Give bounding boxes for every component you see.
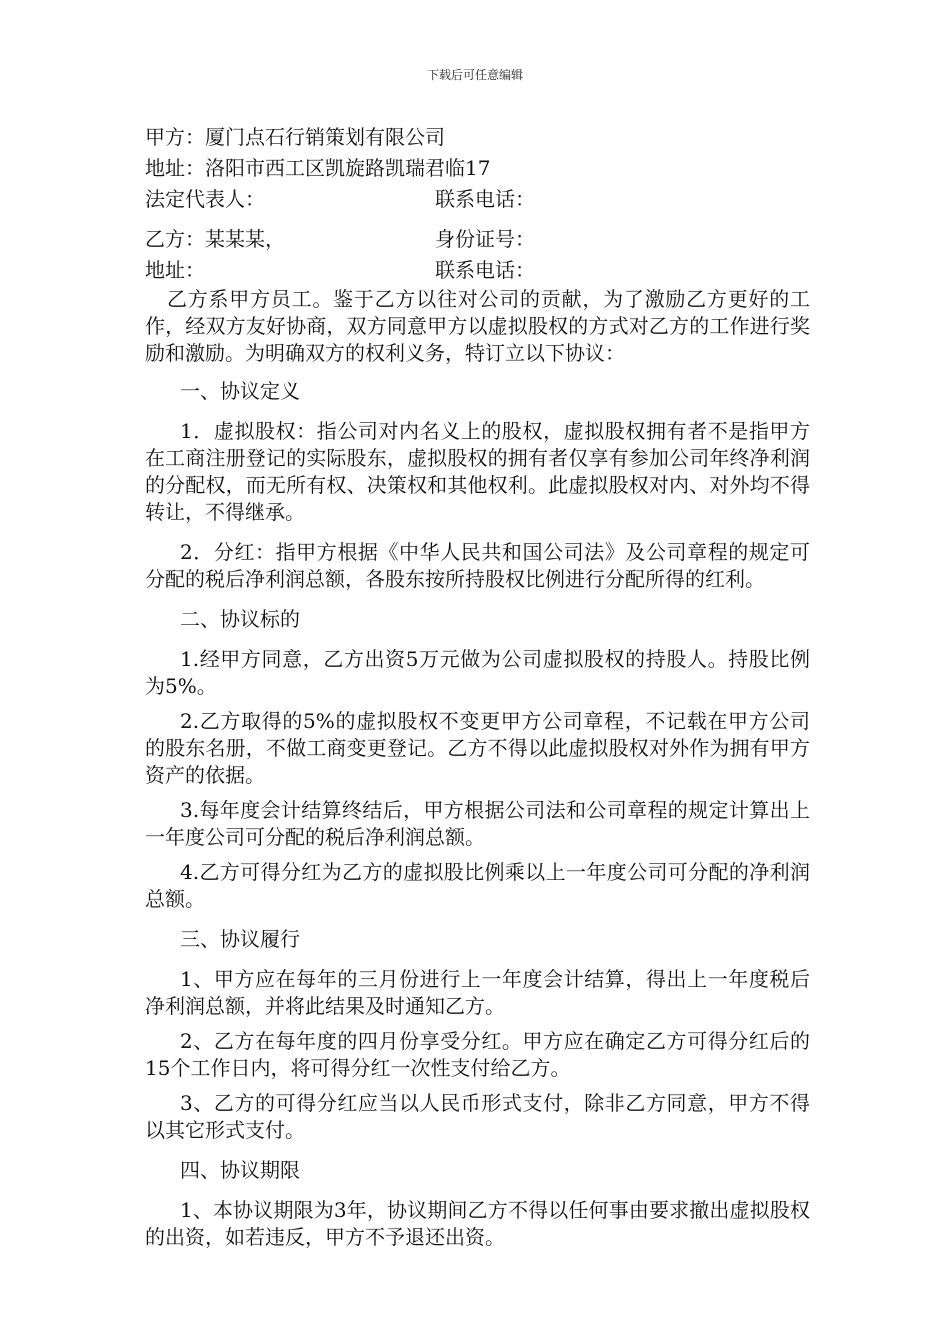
party-b-address-label: 地址：: [145, 258, 205, 282]
clause-paragraph: 3.每年度会计结算终结后，甲方根据公司法和公司章程的规定计算出上一年度公司可分配的税后净利润总额。: [145, 798, 810, 849]
clause-paragraph: 2.乙方取得的5%的虚拟股权不变更甲方公司章程，不记载在甲方公司的股东名册，不做工商变更登记。乙方不得以此虚拟股权对外作为拥有甲方资产的依据。: [145, 709, 810, 787]
clause-paragraph: 4.乙方可得分红为乙方的虚拟股比例乘以上一年度公司可分配的净利润总额。: [145, 860, 810, 911]
party-b-row: [145, 224, 810, 255]
party-b-id-label: 身份证号：: [435, 227, 535, 251]
clause-paragraph: 1、甲方应在每年的三月份进行上一年度会计结算，得出上一年度税后净利润总额，并将此结果及时通知乙方。: [145, 967, 810, 1018]
page-header-note: 下载后可任意编辑: [426, 68, 523, 82]
clause-paragraph: 1、本协议期限为3年，协议期间乙方不得以任何事由要求撤出虚拟股权的出资，如若违反，甲方不予退还出资。: [145, 1198, 810, 1249]
section-title: 三、协议履行: [180, 927, 300, 951]
party-b-name: 乙方：某某某，: [145, 227, 285, 251]
agreement-body: [145, 122, 810, 1251]
intro-paragraph: 乙方系甲方员工。鉴于乙方以往对公司的贡献，为了激励乙方更好的工作，经双方友好协商，双方同意甲方以虚拟股权的方式对乙方的工作进行奖励和激励。为明确双方的权利义务，特订立以下协议：: [145, 287, 810, 365]
clause-paragraph: 2、乙方在每年度的四月份享受分红。甲方应在确定乙方可得分红后的15个工作日内，将可得分红一次性支付给乙方。: [145, 1029, 810, 1080]
clause-paragraph: 2．分红：指甲方根据《中华人民共和国公司法》及公司章程的规定可分配的税后净利润总额，各股东按所持股权比例进行分配所得的红利。: [145, 540, 810, 591]
party-a-name: 甲方：厦门点石行销策划有限公司: [145, 125, 445, 149]
section-title: 一、协议定义: [180, 379, 300, 403]
party-a-phone-label: 联系电话：: [435, 187, 535, 211]
party-b-contact-row: [145, 255, 810, 286]
party-a-rep-label: 法定代表人：: [145, 187, 265, 211]
party-b-phone-label: 联系电话：: [435, 258, 535, 282]
section-title: 四、协议期限: [180, 1158, 300, 1182]
party-a-address: 地址：洛阳市西工区凯旋路凯瑞君临17: [145, 156, 491, 180]
clause-paragraph: 1．虚拟股权：指公司对内名义上的股权，虚拟股权拥有者不是指甲方在工商注册登记的实际股东，虚拟股权的拥有者仅享有参加公司年终净利润的分配权，而无所有权、决策权和其他权利。此虚拟股权对内、对外均不得转让，不得继承。: [145, 419, 810, 524]
section-title: 二、协议标的: [180, 607, 300, 631]
clause-paragraph: 1.经甲方同意，乙方出资5万元做为公司虚拟股权的持股人。持股比例为5%。: [145, 647, 810, 698]
clause-paragraph: 3、乙方的可得分红应当以人民币形式支付，除非乙方同意，甲方不得以其它形式支付。: [145, 1091, 810, 1142]
party-a-contact-row: [145, 184, 810, 215]
